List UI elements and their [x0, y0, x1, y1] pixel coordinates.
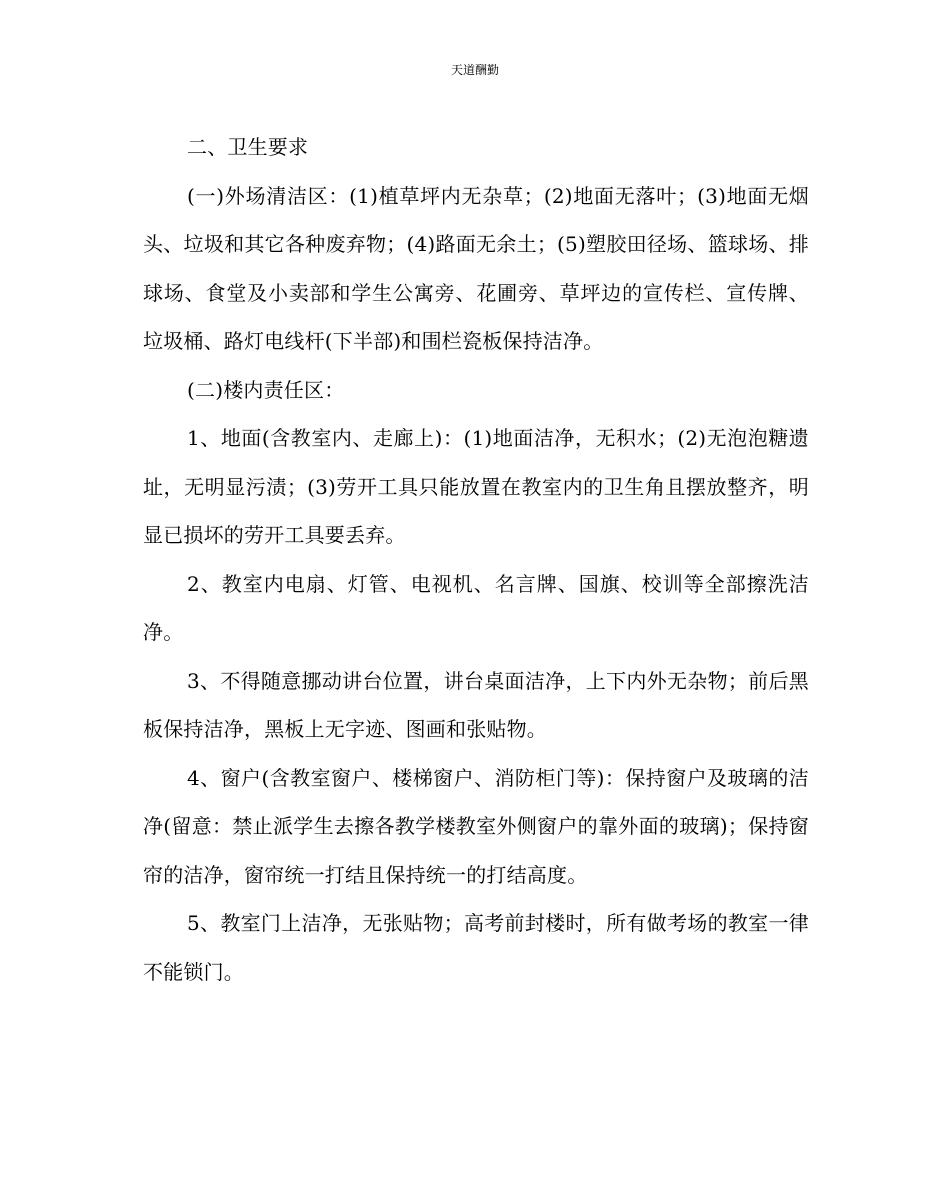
document-body [143, 123, 809, 996]
paragraph-item-2: 2、教室内电扇、灯管、电视机、名言牌、国旗、校训等全部擦洗洁净。 [143, 571, 809, 644]
paragraph-item-5: 5、教室门上洁净，无张贴物；高考前封楼时，所有做考场的教室一律不能锁门。 [143, 911, 809, 984]
paragraph-item-4: 4、窗户(含教室窗户、楼梯窗户、消防柜门等)：保持窗户及玻璃的洁净(留意：禁止派学生去擦各教学楼教室外侧窗户的靠外面的玻璃)；保持窗帘的洁净，窗帘统一打结且保持统一的打结高度。 [143, 765, 809, 887]
paragraph-outdoor-area: (一)外场清洁区：(1)植草坪内无杂草；(2)地面无落叶；(3)地面无烟头、垃圾和其它各种废弃物；(4)路面无余土；(5)塑胶田径场、篮球场、排球场、食堂及小卖部和学生公寓旁、花圃旁、草坪边的宣传栏、宣传牌、垃圾桶、路灯电线杆(下半部)和围栏瓷板保持洁净。 [143, 183, 809, 353]
paragraph-item-3: 3、不得随意挪动讲台位置，讲台桌面洁净，上下内外无杂物；前后黑板保持洁净，黑板上无字迹、图画和张贴物。 [143, 668, 809, 741]
paragraph-item-1: 1、地面(含教室内、走廊上)：(1)地面洁净，无积水；(2)无泡泡糖遗址，无明显污渍；(3)劳开工具只能放置在教室内的卫生角且摆放整齐，明显已损坏的劳开工具要丢弃。 [143, 426, 809, 547]
section-heading: 二、卫生要求 [187, 135, 309, 159]
page-header: 天道酬勤 [450, 63, 499, 77]
paragraph-indoor-heading: (二)楼内责任区： [187, 377, 345, 402]
